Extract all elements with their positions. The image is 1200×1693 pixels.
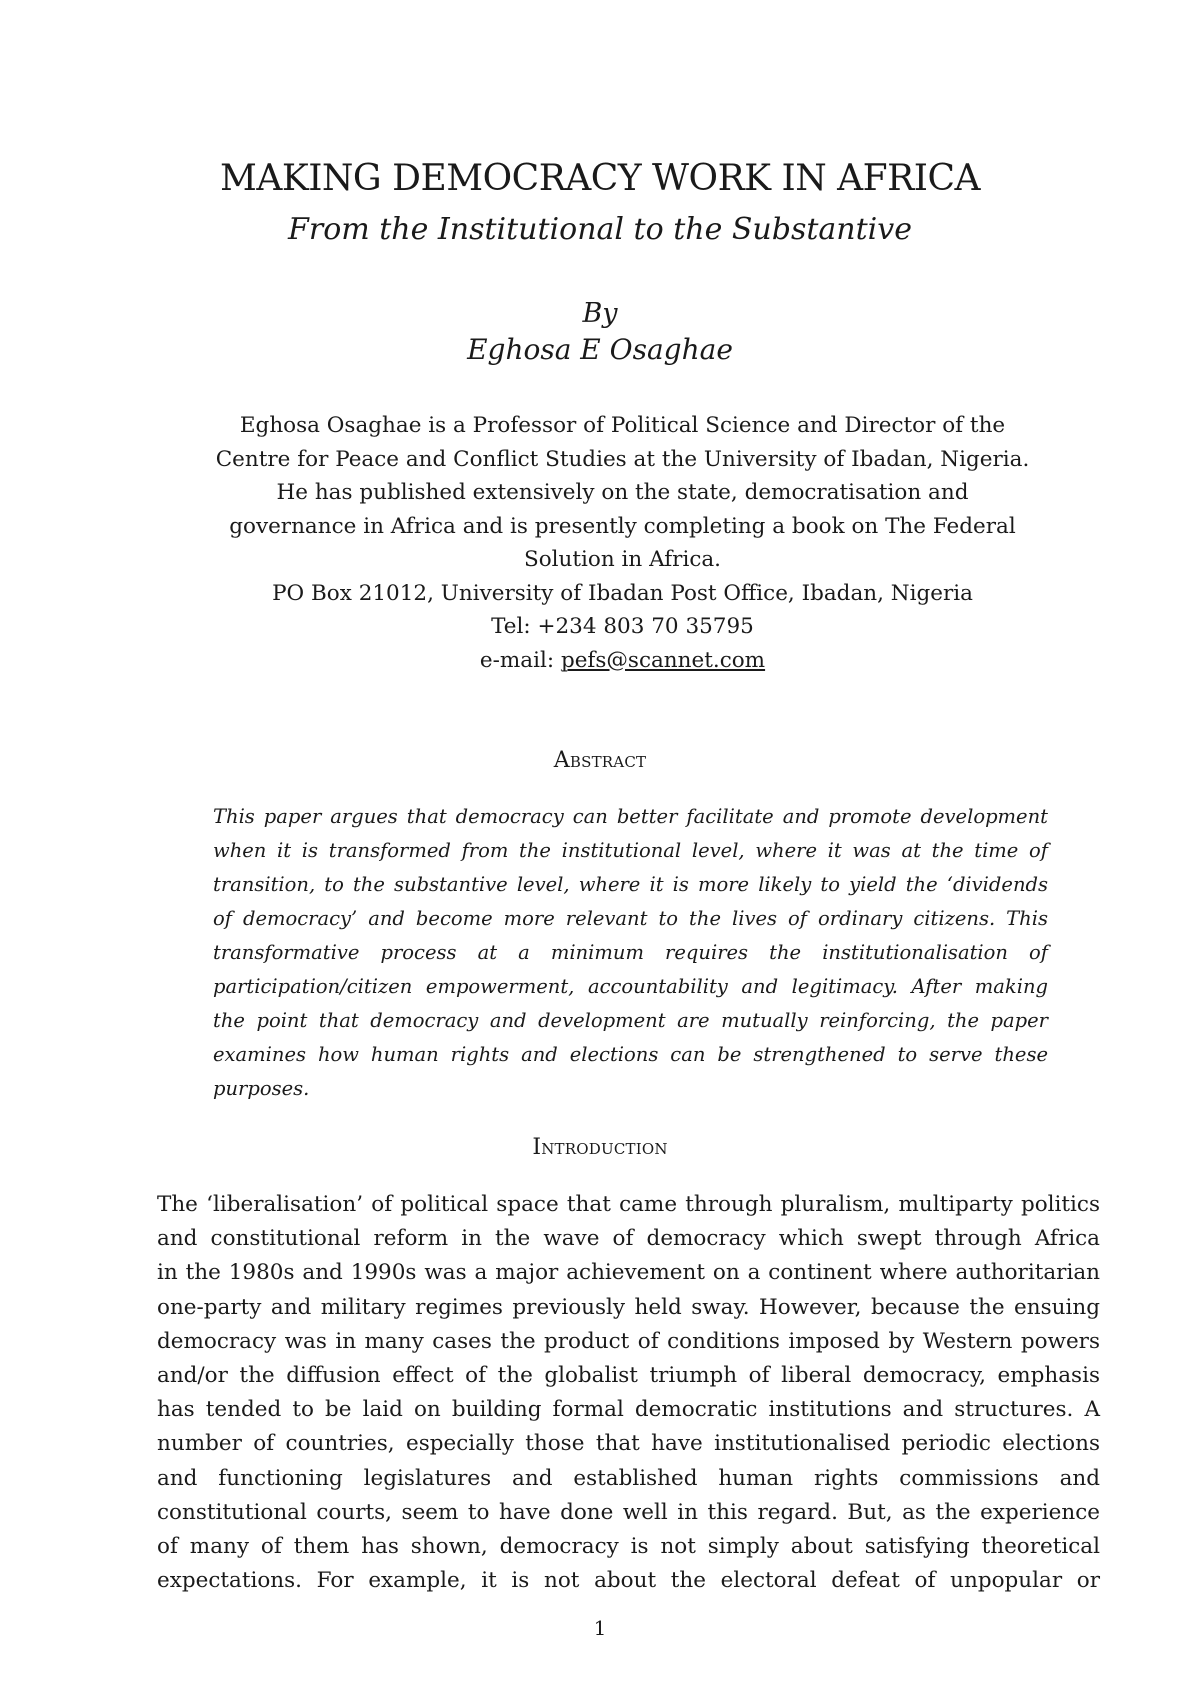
author-bio [190, 409, 1055, 677]
body-line: expectations. For example, it is not about the electoral defeat of unpopular or [157, 1568, 1100, 1594]
paper-title: MAKING DEMOCRACY WORK IN AFRICA [219, 158, 981, 199]
body-line: and/or the diffusion effect of the globalist triumph of liberal democracy, emphasis [157, 1363, 1100, 1389]
author-email-line [190, 644, 1055, 678]
author-name: Eghosa E Osaghae [467, 333, 733, 366]
introduction-heading: Introduction [532, 1135, 668, 1160]
author-address: PO Box 21012, University of Ibadan Post Office, Ibadan, Nigeria [272, 580, 973, 606]
abstract-line: the point that democracy and development are mutually reinforcing, the paper [213, 1009, 1048, 1032]
bio-line: governance in Africa and is presently completing a book on The Federal [229, 513, 1016, 539]
bio-line: Solution in Africa. [523, 547, 722, 572]
body-line: has tended to be laid on building formal democratic institutions and structures. A [157, 1397, 1100, 1423]
page-number: 1 [593, 1616, 607, 1640]
abstract-line: transformative process at a minimum requires the institutionalisation of [213, 941, 1048, 964]
abstract-line: when it is transformed from the institutional level, where it was at the time of [213, 839, 1048, 862]
body-line: in the 1980s and 1990s was a major achievement on a continent where authoritarian [157, 1260, 1100, 1286]
body-line: and constitutional reform in the wave of democracy which swept through Africa [157, 1226, 1100, 1252]
abstract-heading: Abstract [553, 748, 647, 773]
paper-subtitle: From the Institutional to the Substantive [288, 212, 912, 247]
abstract-line: participation/citizen empowerment, accountability and legitimacy. After making [213, 975, 1048, 998]
body-line: and functioning legislatures and established human rights commissions and [157, 1465, 1100, 1491]
abstract-line: This paper argues that democracy can better facilitate and promote development [213, 805, 1048, 828]
byline: By [582, 298, 618, 329]
bio-line: Centre for Peace and Conflict Studies at the University of Ibadan, Nigeria. [215, 446, 1030, 472]
abstract-line: transition, to the substantive level, where it is more likely to yield the ‘dividends [213, 873, 1048, 896]
email-link[interactable]: pefs@scannet.com [560, 647, 766, 673]
abstract-line: of democracy’ and become more relevant to the lives of ordinary citizens. This [213, 907, 1048, 930]
body-line: one-party and military regimes previously held sway. However, because the ensuing [157, 1294, 1100, 1320]
body-line: constitutional courts, seem to have done well in this regard. But, as the experience [157, 1499, 1100, 1525]
body-line: democracy was in many cases the product of conditions imposed by Western powers [157, 1328, 1100, 1354]
body-line: The ‘liberalisation’ of political space that came through pluralism, multiparty politics [157, 1192, 1100, 1217]
bio-line: Eghosa Osaghae is a Professor of Political Science and Director of the [239, 413, 1006, 438]
email-label: e-mail: [479, 647, 561, 673]
abstract-line: purposes. [213, 1077, 310, 1100]
abstract-line: examines how human rights and elections can be strengthened to serve these [213, 1043, 1048, 1066]
bio-line: He has published extensively on the state, democratisation and [276, 480, 969, 505]
body-line: of many of them has shown, democracy is not simply about satisfying theoretical [157, 1534, 1100, 1560]
author-telephone: Tel: +234 803 70 35795 [491, 614, 754, 639]
body-line: number of countries, especially those that have institutionalised periodic elections [157, 1431, 1100, 1457]
introduction-body [157, 1188, 1100, 1598]
abstract-body [213, 800, 1048, 1106]
